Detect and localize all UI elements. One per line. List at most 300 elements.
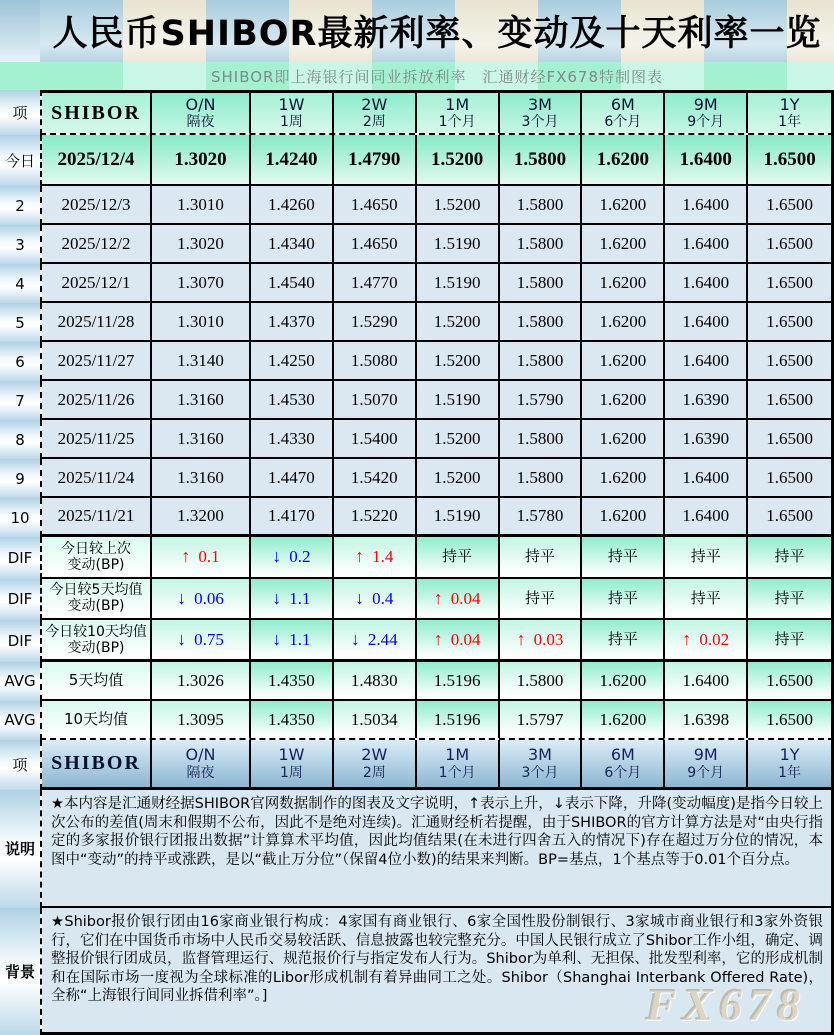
dif-value bbox=[355, 588, 393, 609]
dif-number: 0.03 bbox=[533, 629, 564, 649]
rate-cell: 1.6500 bbox=[748, 225, 831, 262]
rate-cell: 1.5190 bbox=[417, 498, 500, 534]
avg-cell: 1.6500 bbox=[748, 701, 831, 738]
dif-value bbox=[272, 629, 310, 650]
row-content bbox=[40, 701, 834, 740]
dif-cell bbox=[152, 579, 251, 619]
rate-cell: 1.3160 bbox=[152, 420, 251, 457]
rate-cell: 1.4340 bbox=[251, 225, 334, 262]
up-arrow-icon: ↑ bbox=[181, 546, 191, 567]
beijing-band bbox=[0, 908, 834, 1035]
avg-cell: 1.4830 bbox=[334, 662, 417, 699]
tenor-header-name: 2周 bbox=[362, 114, 386, 131]
row-content bbox=[40, 537, 834, 579]
row-grid bbox=[40, 420, 834, 459]
tenor-header bbox=[251, 93, 334, 133]
dif-cell bbox=[582, 620, 665, 659]
dif-cell bbox=[748, 537, 831, 577]
tenor-header-code: 1W bbox=[278, 94, 305, 114]
rate-cell: 1.3140 bbox=[152, 342, 251, 379]
row-content bbox=[40, 135, 834, 186]
rate-cell: 1.6390 bbox=[665, 420, 748, 457]
rate-cell: 1.3020 bbox=[152, 225, 251, 262]
dif-label bbox=[42, 537, 152, 577]
dif-cell bbox=[251, 620, 334, 659]
dif-label-line2: 变动(BP) bbox=[67, 598, 125, 615]
tenor-footer-name: 隔夜 bbox=[186, 764, 215, 781]
rate-cell: 1.6200 bbox=[582, 459, 665, 496]
rate-cell: 1.3160 bbox=[152, 459, 251, 496]
rate-cell: 1.5080 bbox=[334, 342, 417, 379]
dif-value bbox=[608, 548, 638, 565]
dif-cell bbox=[665, 579, 748, 619]
table-row bbox=[0, 420, 834, 459]
title-left-strip bbox=[0, 0, 40, 62]
rate-cell: 1.5200 bbox=[417, 459, 500, 496]
row-tag: 9 bbox=[0, 459, 40, 498]
dif-number: 持平 bbox=[690, 588, 721, 607]
rate-cell: 1.6390 bbox=[665, 381, 748, 418]
avg-cell: 1.5800 bbox=[500, 662, 583, 699]
row-grid bbox=[40, 381, 834, 420]
down-arrow-icon: ↓ bbox=[177, 629, 187, 650]
rate-cell: 1.6200 bbox=[582, 420, 665, 457]
tenor-footer bbox=[152, 740, 251, 787]
row-tag-footer: 项 bbox=[0, 740, 40, 790]
dif-value bbox=[355, 546, 393, 567]
dif-number: 0.04 bbox=[450, 629, 481, 649]
rate-rows bbox=[0, 135, 834, 537]
rate-cell: 1.4170 bbox=[251, 498, 334, 534]
tenor-footer-code: 6M bbox=[610, 745, 635, 765]
beijing-text: ★Shibor报价银行团由16家商业银行构成：4家国有商业银行、6家全国性股份制银行、3家城市商业银行和3家外资银行，它们在中国货币市场中人民币交易较活跃、信息披露也较完整充分。中国人民银行成立了Shibor工作小组，确定、调整报价银行团成员，监督管理运行、规范报价行与指定发布人行为。Shibor为单利、无担保、批发型利率，它的形成机制和在国际市场一度视为全球标准的Libor形成机制有着异曲同工之处。Shibor（Shanghai Interbank Offered Rate)，全称“上海银行间同业拆借利率”。] bbox=[42, 908, 831, 1032]
dif-number: 持平 bbox=[774, 630, 805, 649]
row-tag-beijing: 背景 bbox=[0, 908, 40, 1035]
rate-cell: 1.6500 bbox=[748, 135, 831, 184]
dif-number: 持平 bbox=[690, 547, 721, 566]
table-row bbox=[0, 186, 834, 225]
dif-number: 0.75 bbox=[194, 629, 224, 649]
rate-cell: 1.5800 bbox=[500, 303, 583, 340]
dif-number: 0.4 bbox=[372, 588, 394, 608]
page-subtitle: SHIBOR即上海银行间同业拆放利率 汇通财经FX678特制图表 bbox=[210, 67, 664, 86]
tenor-header-code: 3M bbox=[528, 94, 552, 114]
dif-value bbox=[775, 631, 805, 648]
rate-cell: 1.6400 bbox=[665, 303, 748, 340]
date-cell: 2025/11/28 bbox=[42, 303, 152, 340]
rate-cell: 1.4260 bbox=[251, 186, 334, 223]
rate-cell: 1.4790 bbox=[334, 135, 417, 184]
table-header-row bbox=[0, 90, 834, 135]
rate-cell: 1.6500 bbox=[748, 459, 831, 496]
rate-cell: 1.6500 bbox=[748, 264, 831, 301]
dif-value bbox=[177, 588, 224, 609]
table-row bbox=[0, 537, 834, 579]
dif-label-line1: 今日较上次 bbox=[61, 540, 131, 557]
dif-label bbox=[42, 620, 152, 659]
rate-cell: 1.6400 bbox=[665, 225, 748, 262]
rate-cell: 1.6500 bbox=[748, 420, 831, 457]
tenor-header-code: 9M bbox=[693, 94, 718, 114]
dif-value bbox=[434, 629, 481, 650]
avg-cell: 1.5196 bbox=[417, 662, 500, 699]
avg-label: 10天均值 bbox=[42, 701, 152, 738]
date-cell: 2025/11/26 bbox=[42, 381, 152, 418]
rate-cell: 1.5400 bbox=[334, 420, 417, 457]
table-row bbox=[0, 498, 834, 537]
dif-number: 持平 bbox=[442, 547, 473, 566]
row-content bbox=[40, 264, 834, 303]
tenor-header bbox=[152, 93, 251, 133]
table-row bbox=[0, 662, 834, 701]
avg-cell: 1.3095 bbox=[152, 701, 251, 738]
dif-cell bbox=[417, 537, 500, 577]
dif-value bbox=[177, 629, 224, 650]
dif-cell bbox=[748, 620, 831, 659]
dif-value bbox=[775, 548, 805, 565]
dif-cell bbox=[334, 579, 417, 619]
rate-cell: 1.5200 bbox=[417, 135, 500, 184]
row-grid bbox=[40, 579, 834, 621]
rate-cell: 1.5780 bbox=[500, 498, 583, 534]
avg-cell: 1.3026 bbox=[152, 662, 251, 699]
tenor-header-name: 3个月 bbox=[521, 114, 559, 131]
dif-label-line2: 变动(BP) bbox=[67, 639, 125, 656]
row-tag-header: 项 bbox=[0, 90, 40, 135]
tenor-header-name: 6个月 bbox=[604, 114, 642, 131]
tenor-footer-name: 3个月 bbox=[521, 764, 559, 781]
rate-cell: 1.6500 bbox=[748, 186, 831, 223]
tenor-header-name: 隔夜 bbox=[186, 114, 215, 131]
rate-cell: 1.6500 bbox=[748, 381, 831, 418]
tenor-footer-code: 1W bbox=[278, 745, 305, 765]
row-tag: DIF bbox=[0, 537, 40, 579]
tenor-header-code: 1Y bbox=[779, 94, 800, 114]
tenor-footer-code: 3M bbox=[528, 745, 552, 765]
rate-cell: 1.5190 bbox=[417, 381, 500, 418]
dif-label bbox=[42, 579, 152, 619]
dif-cell bbox=[500, 537, 583, 577]
rate-cell: 1.4470 bbox=[251, 459, 334, 496]
rate-cell: 1.6400 bbox=[665, 135, 748, 184]
row-tag: 5 bbox=[0, 303, 40, 342]
avg-cell: 1.5797 bbox=[500, 701, 583, 738]
dif-value bbox=[682, 629, 729, 650]
row-tag: 2 bbox=[0, 186, 40, 225]
rate-cell: 1.6200 bbox=[582, 342, 665, 379]
date-cell: 2025/12/4 bbox=[42, 135, 152, 184]
row-tag: 10 bbox=[0, 498, 40, 537]
rate-cell: 1.4540 bbox=[251, 264, 334, 301]
dif-number: 0.2 bbox=[289, 547, 311, 567]
tenor-footer-code: 2W bbox=[361, 745, 388, 765]
dif-number: 持平 bbox=[607, 547, 638, 566]
row-tag: 6 bbox=[0, 342, 40, 381]
table-row bbox=[0, 135, 834, 186]
tenor-header bbox=[417, 93, 500, 133]
avg-cell: 1.6200 bbox=[582, 701, 665, 738]
dif-cell bbox=[251, 579, 334, 619]
rate-cell: 1.6500 bbox=[748, 303, 831, 340]
tenor-footer bbox=[417, 740, 500, 787]
dif-number: 1.4 bbox=[372, 547, 394, 567]
dif-value bbox=[525, 590, 555, 607]
page-title: 人民币SHIBOR最新利率、变动及十天利率一览 bbox=[52, 14, 822, 54]
up-arrow-icon: ↑ bbox=[355, 546, 365, 567]
tenor-footer bbox=[582, 740, 665, 787]
rate-cell: 1.4770 bbox=[334, 264, 417, 301]
dif-cell bbox=[334, 537, 417, 577]
dif-value bbox=[691, 590, 721, 607]
header-shibor: SHIBOR bbox=[42, 93, 152, 133]
tenor-header bbox=[334, 93, 417, 133]
tenor-header-code: 1M bbox=[445, 94, 470, 114]
avg-rows bbox=[0, 662, 834, 740]
dif-value bbox=[608, 631, 638, 648]
dif-cell bbox=[152, 537, 251, 577]
tenor-header bbox=[748, 93, 831, 133]
dif-value bbox=[272, 546, 310, 567]
row-content bbox=[40, 662, 834, 701]
dif-cell bbox=[582, 579, 665, 619]
tenor-header bbox=[582, 93, 665, 133]
rate-cell: 1.3010 bbox=[152, 186, 251, 223]
rate-cell: 1.5200 bbox=[417, 342, 500, 379]
tenor-footer-name: 6个月 bbox=[604, 764, 642, 781]
tenor-footer-name: 2周 bbox=[362, 764, 386, 781]
dif-number: 持平 bbox=[524, 547, 555, 566]
up-arrow-icon: ↑ bbox=[516, 629, 526, 650]
date-cell: 2025/12/3 bbox=[42, 186, 152, 223]
avg-cell: 1.6500 bbox=[748, 662, 831, 699]
dif-cell bbox=[152, 620, 251, 659]
shuoming-band bbox=[0, 790, 834, 908]
row-grid bbox=[40, 701, 834, 740]
tenor-header-name: 1周 bbox=[279, 114, 303, 131]
rate-cell: 1.5190 bbox=[417, 225, 500, 262]
dif-number: 持平 bbox=[524, 588, 555, 607]
shuoming-text: ★本内容是汇通财经据SHIBOR官网数据制作的图表及文字说明，↑表示上升，↓表示下降，升降(变动幅度)是指今日较上次公布的差值(周末和假期不公布，因此不是绝对连续)。汇通财经析若提醒，由于SHIBOR的官方计算方法是对“由央行指定的多家报价银行团报出数据”计算算术平均值，因此均值结果(在未进行四舍五入的情况下)存在超过万分位的情况，本图中“变动”的持平或涨跌，是以“截止万分位”（保留4位小数)的结果来判断。BP=基点，1个基点等于0.01个百分点。 bbox=[42, 790, 831, 906]
title-band bbox=[0, 0, 834, 62]
dif-number: 1.1 bbox=[289, 588, 311, 608]
rate-cell: 1.5800 bbox=[500, 342, 583, 379]
dif-number: 0.02 bbox=[699, 629, 730, 649]
row-content bbox=[40, 303, 834, 342]
rate-cell: 1.4530 bbox=[251, 381, 334, 418]
dif-number: 持平 bbox=[607, 588, 638, 607]
avg-cell: 1.6398 bbox=[665, 701, 748, 738]
fx678-watermark: FX678 bbox=[645, 979, 806, 1030]
rate-cell: 1.4650 bbox=[334, 186, 417, 223]
rate-cell: 1.6200 bbox=[582, 264, 665, 301]
rate-cell: 1.6400 bbox=[665, 186, 748, 223]
row-content bbox=[40, 579, 834, 621]
dif-number: 持平 bbox=[607, 630, 638, 649]
row-grid bbox=[40, 303, 834, 342]
tenor-header-name: 1个月 bbox=[438, 114, 476, 131]
dif-number: 持平 bbox=[774, 547, 805, 566]
rate-cell: 1.5790 bbox=[500, 381, 583, 418]
rate-cell: 1.4240 bbox=[251, 135, 334, 184]
row-grid bbox=[40, 459, 834, 498]
dif-value bbox=[442, 548, 472, 565]
rate-cell: 1.5200 bbox=[417, 420, 500, 457]
avg-cell: 1.4350 bbox=[251, 662, 334, 699]
tenor-header-name: 9个月 bbox=[687, 114, 725, 131]
dif-cell bbox=[334, 620, 417, 659]
rate-cell: 1.6200 bbox=[582, 186, 665, 223]
down-arrow-icon: ↓ bbox=[272, 546, 282, 567]
row-content bbox=[40, 459, 834, 498]
rate-cell: 1.5200 bbox=[417, 303, 500, 340]
dif-number: 2.44 bbox=[367, 629, 398, 649]
avg-cell: 1.4350 bbox=[251, 701, 334, 738]
down-arrow-icon: ↓ bbox=[272, 629, 282, 650]
dif-cell bbox=[417, 620, 500, 659]
rate-cell: 1.6200 bbox=[582, 303, 665, 340]
table-row bbox=[0, 264, 834, 303]
row-grid bbox=[40, 498, 834, 537]
rate-cell: 1.5800 bbox=[500, 186, 583, 223]
date-cell: 2025/11/21 bbox=[42, 498, 152, 534]
row-tag: 4 bbox=[0, 264, 40, 303]
tenor-footer-name: 1个月 bbox=[438, 764, 476, 781]
avg-cell: 1.6200 bbox=[582, 662, 665, 699]
date-cell: 2025/12/2 bbox=[42, 225, 152, 262]
table-footer-row bbox=[0, 740, 834, 790]
tenor-footer bbox=[500, 740, 583, 787]
avg-cell: 1.5034 bbox=[334, 701, 417, 738]
rate-cell: 1.4250 bbox=[251, 342, 334, 379]
rate-cell: 1.5800 bbox=[500, 135, 583, 184]
tenor-footer-name: 1年 bbox=[778, 764, 802, 781]
down-arrow-icon: ↓ bbox=[177, 588, 187, 609]
row-tag: 今日 bbox=[0, 135, 40, 186]
subtitle-band bbox=[0, 62, 834, 90]
down-arrow-icon: ↓ bbox=[355, 588, 365, 609]
row-content bbox=[40, 342, 834, 381]
tenor-header-code: O/N bbox=[185, 94, 216, 114]
rate-cell: 1.6200 bbox=[582, 225, 665, 262]
down-arrow-icon: ↓ bbox=[272, 588, 282, 609]
row-grid bbox=[40, 225, 834, 264]
rate-cell: 1.6400 bbox=[665, 264, 748, 301]
date-cell: 2025/12/1 bbox=[42, 264, 152, 301]
row-grid bbox=[40, 135, 834, 186]
row-grid bbox=[40, 186, 834, 225]
footer-shibor: SHIBOR bbox=[42, 740, 152, 787]
dif-value bbox=[691, 548, 721, 565]
avg-cell: 1.6400 bbox=[665, 662, 748, 699]
row-content bbox=[40, 381, 834, 420]
rate-cell: 1.3070 bbox=[152, 264, 251, 301]
row-content bbox=[40, 420, 834, 459]
dif-cell bbox=[500, 620, 583, 659]
tenor-header-code: 2W bbox=[361, 94, 388, 114]
table-row bbox=[0, 381, 834, 420]
row-tag: DIF bbox=[0, 620, 40, 662]
rate-cell: 1.5800 bbox=[500, 459, 583, 496]
dif-value bbox=[775, 590, 805, 607]
table-row bbox=[0, 620, 834, 662]
row-grid bbox=[40, 264, 834, 303]
dif-value bbox=[517, 629, 564, 650]
row-grid bbox=[40, 537, 834, 579]
subtitle-left-strip bbox=[0, 62, 40, 90]
tenor-footer-code: O/N bbox=[185, 745, 216, 765]
rate-cell: 1.3010 bbox=[152, 303, 251, 340]
rate-cell: 1.4370 bbox=[251, 303, 334, 340]
date-cell: 2025/11/27 bbox=[42, 342, 152, 379]
tenor-header bbox=[500, 93, 583, 133]
row-tag: 8 bbox=[0, 420, 40, 459]
dif-label-line2: 变动(BP) bbox=[67, 556, 125, 573]
dif-value bbox=[608, 590, 638, 607]
dif-number: 持平 bbox=[774, 588, 805, 607]
rate-cell: 1.6200 bbox=[582, 498, 665, 534]
dif-value bbox=[181, 546, 219, 567]
table-row bbox=[0, 225, 834, 264]
dif-value bbox=[272, 588, 310, 609]
rate-cell: 1.5070 bbox=[334, 381, 417, 418]
row-grid bbox=[40, 620, 834, 662]
dif-value bbox=[525, 548, 555, 565]
rate-cell: 1.3200 bbox=[152, 498, 251, 534]
rate-cell: 1.3020 bbox=[152, 135, 251, 184]
up-arrow-icon: ↑ bbox=[433, 629, 443, 650]
dif-cell bbox=[665, 537, 748, 577]
dif-number: 0.1 bbox=[198, 547, 220, 567]
tenor-footer bbox=[665, 740, 748, 787]
tenor-footer-code: 1M bbox=[445, 745, 470, 765]
title-area bbox=[40, 0, 834, 62]
dif-label-line1: 今日较5天均值 bbox=[49, 582, 143, 599]
rate-cell: 1.5190 bbox=[417, 264, 500, 301]
tenor-footer-name: 1周 bbox=[279, 764, 303, 781]
rate-cell: 1.5800 bbox=[500, 225, 583, 262]
date-cell: 2025/11/24 bbox=[42, 459, 152, 496]
rate-cell: 1.5200 bbox=[417, 186, 500, 223]
avg-label: 5天均值 bbox=[42, 662, 152, 699]
row-tag: AVG bbox=[0, 662, 40, 701]
rate-cell: 1.5220 bbox=[334, 498, 417, 534]
rate-cell: 1.6500 bbox=[748, 342, 831, 379]
row-tag: 7 bbox=[0, 381, 40, 420]
tenor-header-code: 6M bbox=[610, 94, 635, 114]
tenor-footer bbox=[748, 740, 831, 787]
dif-value bbox=[434, 588, 481, 609]
dif-number: 0.04 bbox=[450, 588, 481, 608]
rate-cell: 1.5800 bbox=[500, 264, 583, 301]
tenor-header bbox=[665, 93, 748, 133]
dif-cell bbox=[417, 579, 500, 619]
table-row bbox=[0, 579, 834, 621]
dif-cell bbox=[665, 620, 748, 659]
tenor-footer-code: 9M bbox=[693, 745, 718, 765]
row-grid bbox=[40, 662, 834, 701]
rate-cell: 1.5420 bbox=[334, 459, 417, 496]
rate-cell: 1.6200 bbox=[582, 381, 665, 418]
row-content bbox=[40, 620, 834, 662]
rate-cell: 1.6400 bbox=[665, 459, 748, 496]
dif-cell bbox=[500, 579, 583, 619]
rate-cell: 1.6500 bbox=[748, 498, 831, 534]
rate-cell: 1.5800 bbox=[500, 420, 583, 457]
row-tag: 3 bbox=[0, 225, 40, 264]
row-content bbox=[40, 498, 834, 537]
subtitle-area bbox=[40, 62, 834, 90]
row-tag: DIF bbox=[0, 579, 40, 621]
